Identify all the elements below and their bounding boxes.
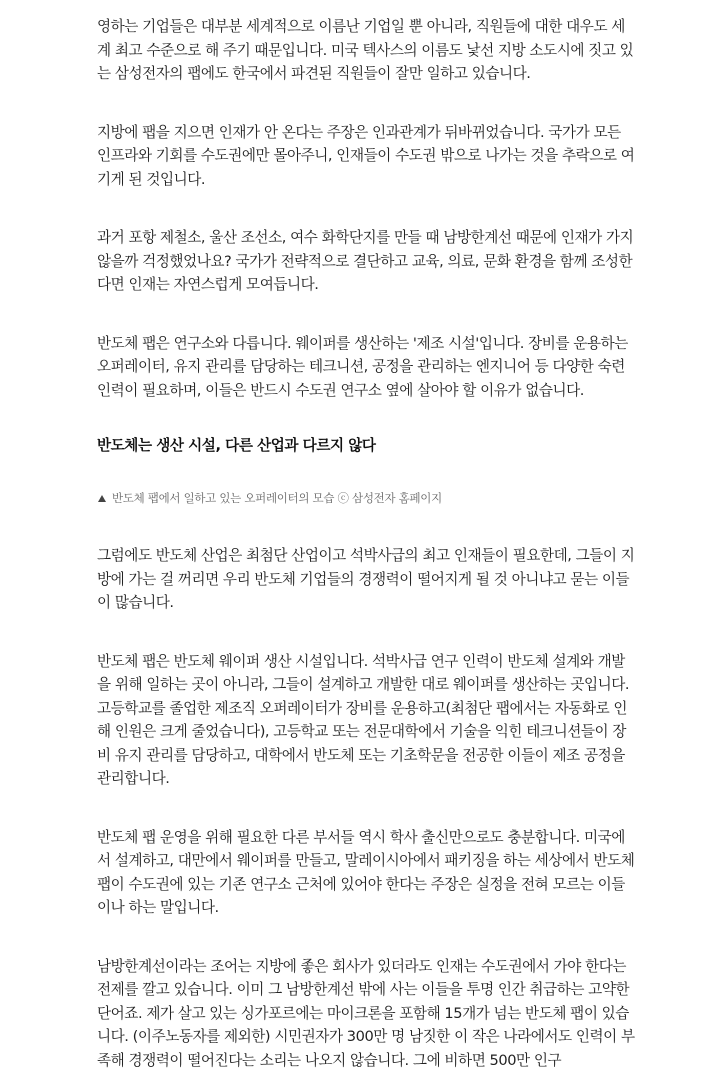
caption-triangle-icon: [98, 495, 106, 502]
section-heading: 반도체는 생산 시설, 다른 산업과 다르지 않다: [97, 434, 635, 457]
caption-text: 반도체 팹에서 일하고 있는 오퍼레이터의 모습 ⓒ 삼성전자 홈페이지: [112, 490, 442, 506]
article-body: [97, 0, 635, 1072]
paragraph: 영하는 기업들은 대부분 세계적으로 이름난 기업일 뿐 아니라, 직원들에 대한 대우도 세계 최고 수준으로 해 주기 때문입니다. 미국 텍사스의 이름도 낯선 지방 소도시에 짓고 있는 삼성전자의 팹에도 한국에서 파견된 직원들이 잘만 일하고 있습니다.: [97, 15, 635, 86]
paragraph: 반도체 팹은 반도체 웨이퍼 생산 시설입니다. 석박사급 연구 인력이 반도체 설계와 개발을 위해 일하는 곳이 아니라, 그들이 설계하고 개발한 대로 웨이퍼를 생산하는 곳입니다. 고등학교를 졸업한 제조직 오퍼레이터가 장비를 운용하고(최첨단 팹에서는 자동화로 인해 인원은 크게 줄었습니다), 고등학교 또는 전문대학에서 기술을 익힌 테크니션들이 장비 유지 관리를 담당하고, 대학에서 반도체 또는 기초학문을 전공한 이들이 제조 공정을 관리합니다.: [97, 650, 635, 791]
paragraph: 지방에 팹을 지으면 인재가 안 온다는 주장은 인과관계가 뒤바뀌었습니다. 국가가 모든 인프라와 기회를 수도권에만 몰아주니, 인재들이 수도권 밖으로 나가는 것을 추락으로 여기게 된 것입니다.: [97, 121, 635, 192]
image-caption: [97, 490, 635, 506]
paragraph: 반도체 팹은 연구소와 다릅니다. 웨이퍼를 생산하는 '제조 시설'입니다. 장비를 운용하는 오퍼레이터, 유지 관리를 담당하는 테크니션, 공정을 관리하는 엔지니어 등 다양한 숙련 인력이 필요하며, 이들은 반드시 수도권 연구소 옆에 살아야 할 이유가 없습니다.: [97, 332, 635, 403]
paragraph: 과거 포항 제철소, 울산 조선소, 여수 화학단지를 만들 때 남방한계선 때문에 인재가 가지 않을까 걱정했었나요? 국가가 전략적으로 결단하고 교육, 의료, 문화 환경을 함께 조성한다면 인재는 자연스럽게 모여듭니다.: [97, 226, 635, 297]
paragraph: 그럼에도 반도체 산업은 최첨단 산업이고 석박사급의 최고 인재들이 필요한데, 그들이 지방에 가는 걸 꺼리면 우리 반도체 기업들의 경쟁력이 떨어지게 될 것 아니냐고 묻는 이들이 많습니다.: [97, 544, 635, 615]
paragraph: 남방한계선이라는 조어는 지방에 좋은 회사가 있더라도 인재는 수도권에서 가야 한다는 전제를 깔고 있습니다. 이미 그 남방한계선 밖에 사는 이들을 투명 인간 취급하는 고약한 단어죠. 제가 살고 있는 싱가포르에는 마이크론을 포함해 15개가 넘는 반도체 팹이 있습니다. (이주노동자를 제외한) 시민권자가 300만 명 남짓한 이 작은 나라에서도 인력이 부족해 경쟁력이 떨어진다는 소리는 나오지 않습니다. 그에 비하면 500만 인구: [97, 955, 635, 1072]
paragraph: 반도체 팹 운영을 위해 필요한 다른 부서들 역시 학사 출신만으로도 충분합니다. 미국에서 설계하고, 대만에서 웨이퍼를 만들고, 말레이시아에서 패키징을 하는 세상에서 반도체 팹이 수도권에 있는 기존 연구소 근처에 있어야 한다는 주장은 실정을 전혀 모르는 이들이나 하는 말입니다.: [97, 826, 635, 920]
